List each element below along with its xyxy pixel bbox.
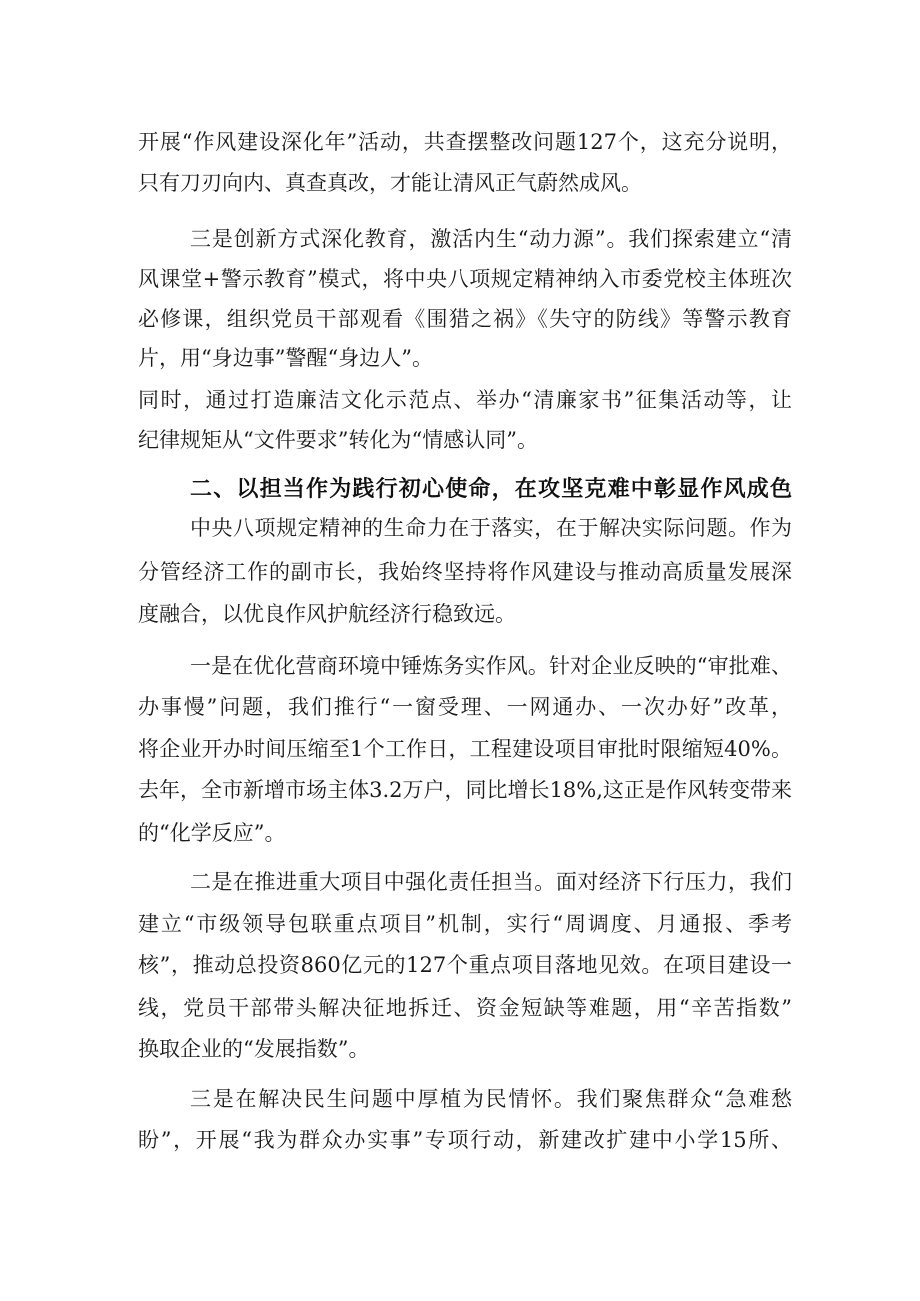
paragraph-first-line: 二是在推进重大项目中强化责任担当。面对经济下行压力，我们 xyxy=(190,870,792,894)
paragraph-first-line: 中央八项规定精神的生命力在于落实，在于解决实际问题。作为 xyxy=(190,516,792,540)
text-line: 线，党员干部带头解决征地拆迁、资金短缺等难题，用“辛苦指数” xyxy=(138,996,792,1020)
paragraph-first-line: 三是创新方式深化教育，激活内生“动力源”。我们探索建立“清 xyxy=(190,227,792,251)
text-line: 将企业开办时间压缩至1个工作日，工程建设项目审批时限缩短40%。 xyxy=(138,737,792,761)
text-line: 换取企业的“发展指数”。 xyxy=(138,1037,370,1061)
paragraph-first-line: 三是在解决民生问题中厚植为民情怀。我们聚焦群众“急难愁 xyxy=(190,1087,792,1111)
text-line: 去年，全市新增市场主体3.2万户，同比增长18%,这正是作风转变带来 xyxy=(138,778,792,802)
text-line: 盼”，开展“我为群众办实事”专项行动，新建改扩建中小学15所、 xyxy=(138,1128,792,1152)
paragraph-first-line: 一是在优化营商环境中锤炼务实作风。针对企业反映的“审批难、 xyxy=(190,654,792,678)
text-line: 办事慢”问题，我们推行“一窗受理、一网通办、一次办好”改革， xyxy=(138,695,792,719)
text-line: 度融合，以优良作风护航经济行稳致远。 xyxy=(138,602,516,626)
text-line: 开展“作风建设深化年”活动，共查摆整改问题127个，这充分说明， xyxy=(138,130,792,154)
text-line: 只有刀刃向内、真查真改，才能让清风正气蔚然成风。 xyxy=(138,171,642,195)
text-line: 纪律规矩从“文件要求”转化为“情感认同”。 xyxy=(138,428,538,452)
text-line: 同时，通过打造廉洁文化示范点、举办“清廉家书”征集活动等，让 xyxy=(138,388,792,412)
text-line: 核”，推动总投资860亿元的127个重点项目落地见效。在项目建设一 xyxy=(138,953,792,977)
text-line: 建立“市级领导包联重点项目”机制，实行“周调度、月通报、季考 xyxy=(138,912,792,936)
text-line: 分管经济工作的副市长，我始终坚持将作风建设与推动高质量发展深 xyxy=(138,560,792,584)
text-line: 片，用“身边事”警醒“身边人”。 xyxy=(138,346,433,370)
text-line: 必修课，组织党员干部观看《围猎之祸》《失守的防线》等警示教育 xyxy=(138,307,792,331)
text-line: 风课堂+警示教育”模式，将中央八项规定精神纳入市委党校主体班次 xyxy=(138,267,792,291)
text-line: 的“化学反应”。 xyxy=(138,821,286,845)
section-heading: 二、以担当作为践行初心使命，在攻坚克难中彰显作风成色 xyxy=(190,477,792,502)
